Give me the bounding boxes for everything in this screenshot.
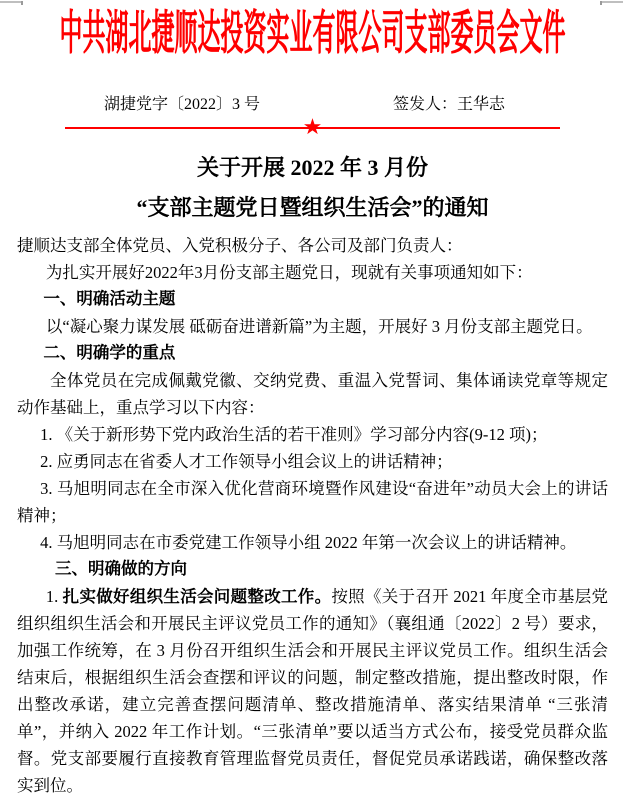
document-title-line2: “支部主题党日暨组织生活会”的通知 xyxy=(136,195,489,220)
section1-heading: 一、明确活动主题 xyxy=(43,290,176,308)
boundary-vtick xyxy=(21,1,23,5)
document-title-line1: 关于开展 2022 年 3 月份 xyxy=(196,155,428,180)
document-number: 湖捷党字〔2022〕3 号 xyxy=(104,96,261,113)
document-number-row xyxy=(0,95,625,115)
red-rule xyxy=(65,115,560,140)
section3-item-number: 1. xyxy=(45,587,63,606)
section2-intro-paragraph: 全体党员在完成佩戴党徽、交纳党费、重温入党誓词、集体诵读党章等规定动作基础上，重点学习以下内容： xyxy=(17,371,608,417)
section1-paragraph: 以“凝心聚力谋发展 砥砺奋进谱新篇”为主题，开展好 3 月份支部主题党日。 xyxy=(45,317,593,336)
red-star-icon: ★ xyxy=(302,115,323,140)
boundary-hbar xyxy=(0,1,23,3)
addressee-line: 捷顺达支部全体党员、入党积极分子、各公司及部门负责人： xyxy=(17,236,463,255)
section2-item-3: 3. 马旭明同志在全市深入优化营商环境暨作风建设“奋进年”动员大会上的讲话精神； xyxy=(17,479,608,525)
section2-heading: 二、明确学的重点 xyxy=(43,344,176,362)
boundary-vtick xyxy=(600,1,602,5)
boundary-hbar xyxy=(600,1,623,3)
letterhead-org-title: 中共湖北捷顺达投资实业有限公司支部委员会文件 xyxy=(59,5,566,60)
section3-heading: 三、明确做的方向 xyxy=(54,560,187,578)
page-boundary-mark-left xyxy=(0,1,23,5)
page-boundary-mark-right xyxy=(600,1,623,5)
section2-item-1: 1. 《关于新形势下党内政治生活的若干准则》学习部分内容(9-12 项)； xyxy=(40,425,548,444)
section2-item-4: 4. 马旭明同志在市委党建工作领导小组 2022 年第一次会议上的讲话精神。 xyxy=(40,533,577,552)
section3-item-body: 按照《关于召开 2021 年度全市基层党组织组织生活会和开展民主评议党员工作的通知》（襄组通〔2022〕2 号）要求，加强工作统筹，在 3 月份召开组织生活会和开展民主评议党员工作。组织生活会结束后，根据组织生活会查摆和评议的问题，制定整改措施，提出整改时限，作出整改承诺，建立完善查摆问题清单、整改措施清单、落实结果清单 “三张清单”，并纳入 2022 年工作计划。“三张清单”要以适当方式公布，接受党员群众监督。党支部要履行直接教育管理监督党员责任，督促党员承诺践诺，确保整改落实到位。 xyxy=(17,587,609,795)
section3-item-lead-bold: 扎实做好组织生活会问题整改工作。 xyxy=(62,587,332,606)
signer: 签发人：王华志 xyxy=(392,96,505,113)
section3-item-1 xyxy=(17,583,608,799)
document-body xyxy=(0,232,625,799)
section2-item-2: 2. 应勇同志在省委人才工作领导小组会议上的讲话精神； xyxy=(40,452,453,471)
intro-paragraph: 为扎实开展好2022年3月份支部主题党日，现就有关事项通知如下： xyxy=(45,263,533,282)
document-title xyxy=(0,148,625,228)
